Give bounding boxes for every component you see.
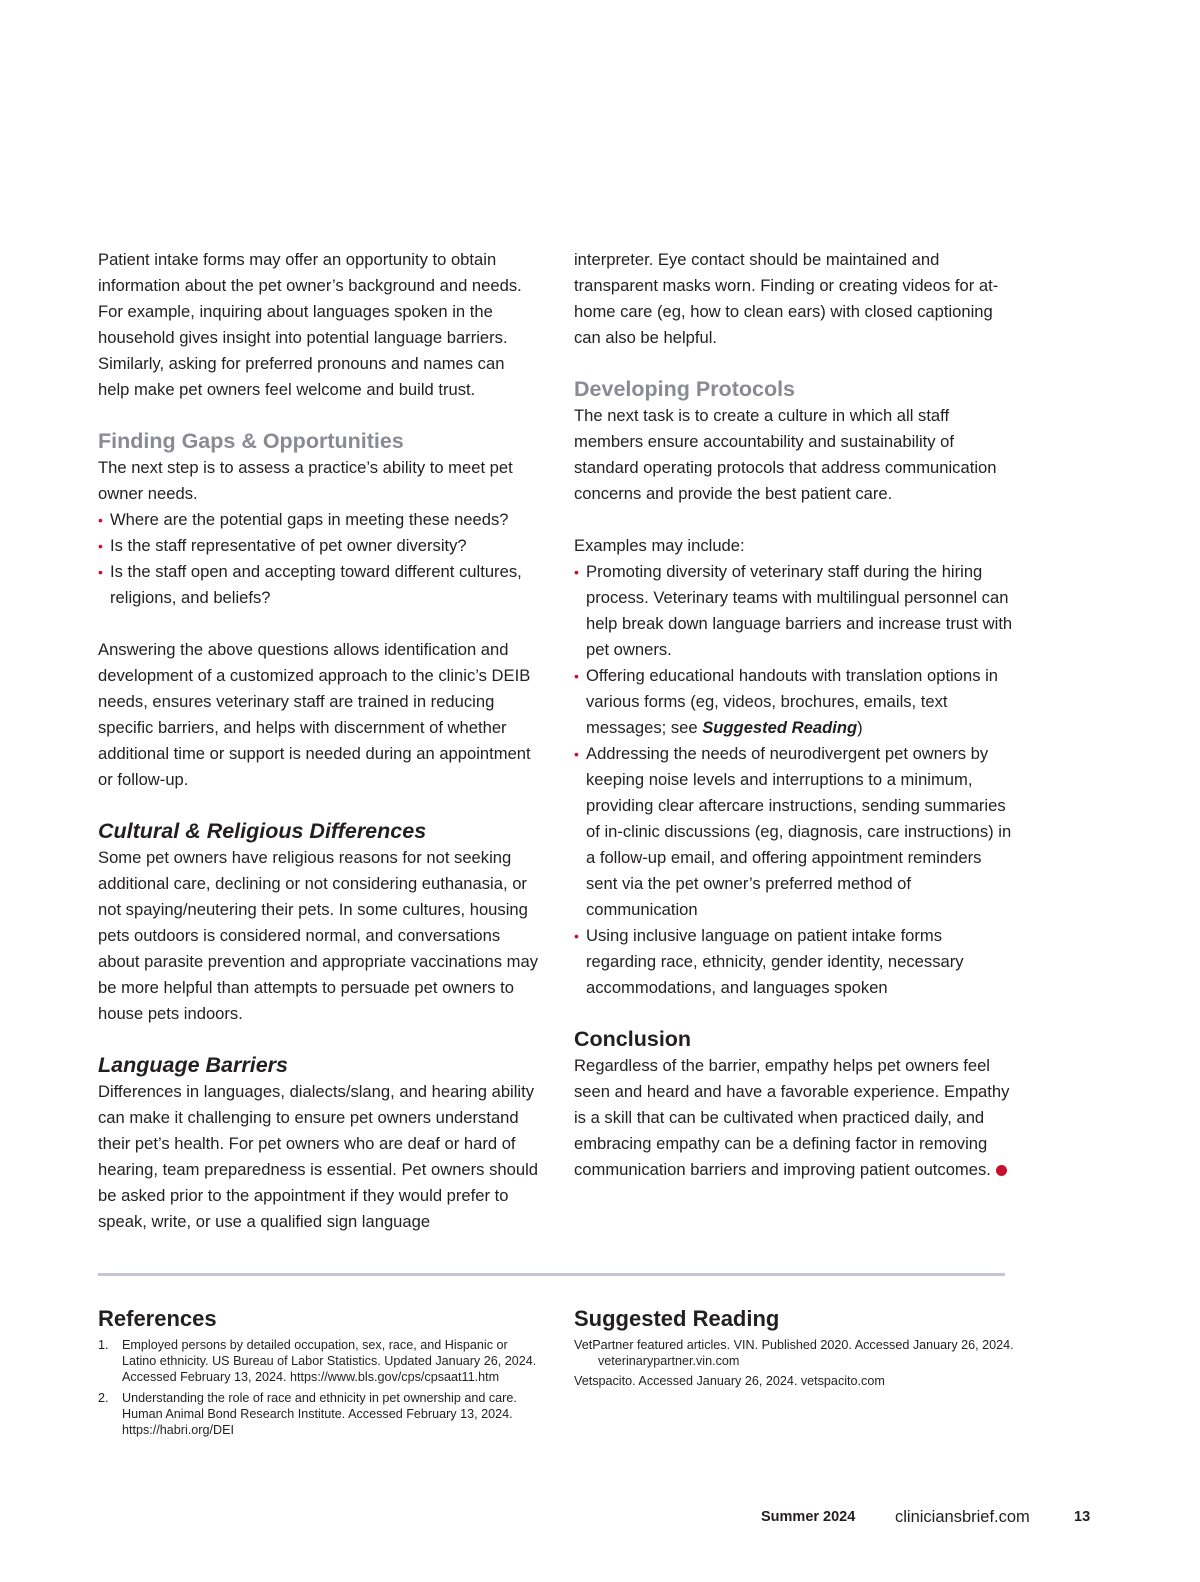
- conclusion-heading: Conclusion: [574, 1027, 692, 1051]
- bullet-icon: •: [574, 928, 579, 944]
- cultural-paragraph: Some pet owners have religious reasons for not seeking additional care, declining or not considering euthanasia, or not spaying/neutering their pets. In some cultures, housing pets outdoors is considered normal, and conversations about parasite prevention and appropriate vaccinations may be more helpful than attempts to persuade pet owners to house pets indoors.: [98, 848, 539, 1023]
- suggested-reading-reference: Suggested Reading: [702, 718, 858, 737]
- protocols-heading: Developing Protocols: [574, 377, 796, 401]
- references-list: [98, 1337, 538, 1438]
- reference-item: [98, 1390, 538, 1438]
- right-column: [574, 247, 1014, 1183]
- list-item: • Using inclusive language on patient intake forms regarding race, ethnicity, gender identity, necessary accommodations, and languages spoken: [574, 923, 1014, 1001]
- suggested-reading-item: Vetspacito. Accessed January 26, 2024. vetspacito.com: [574, 1374, 885, 1388]
- references-section: [98, 1305, 538, 1443]
- suggested-reading-list: [574, 1337, 1014, 1389]
- page-number: 13: [1074, 1509, 1091, 1525]
- cultural-heading: Cultural & Religious Differences: [98, 819, 427, 843]
- list-item: • Where are the potential gaps in meeting these needs?: [98, 507, 538, 533]
- bullet-icon: •: [98, 538, 103, 554]
- gaps-bullet-list: [98, 507, 538, 611]
- continued-paragraph: interpreter. Eye contact should be maintained and transparent masks worn. Finding or creating videos for at-home care (eg, how to clean ears) with closed captioning can also be helpful.: [574, 250, 999, 347]
- language-paragraph: Differences in languages, dialects/slang, and hearing ability can make it challenging to ensure pet owners understand their pet’s health. For pet owners who are deaf or hard of hearing, team preparedness is essential. Pet owners should be asked prior to the appointment if they would prefer to speak, write, or use a qualified sign language: [98, 1082, 538, 1231]
- bullet-icon: •: [574, 746, 579, 762]
- gaps-paragraph: The next step is to assess a practice’s ability to meet pet owner needs.: [98, 458, 513, 503]
- examples-bullet-list: [574, 559, 1014, 1001]
- list-item: • Promoting diversity of veterinary staff during the hiring process. Veterinary teams with multilingual personnel can help break down language barriers and increase trust with pet owners.: [574, 559, 1014, 663]
- examples-intro: Examples may include:: [574, 536, 745, 555]
- bullet-icon: •: [574, 668, 579, 684]
- suggested-reading-item: VetPartner featured articles. VIN. Published 2020. Accessed January 26, 2024. veterinarypartner.vin.com: [574, 1338, 1014, 1368]
- list-item: • Offering educational handouts with translation options in various forms (eg, videos, brochures, emails, text messages; see Suggested Reading): [574, 663, 1014, 741]
- section-divider: [98, 1273, 1005, 1276]
- left-column: [98, 247, 538, 1235]
- end-mark-icon: [996, 1165, 1007, 1176]
- list-item: • Is the staff open and accepting toward different cultures, religions, and beliefs?: [98, 559, 538, 611]
- suggested-reading-title: Suggested Reading: [574, 1306, 780, 1331]
- reference-item: [98, 1337, 538, 1385]
- bullet-icon: •: [98, 564, 103, 580]
- protocols-paragraph: The next task is to create a culture in which all staff members ensure accountability and sustainability of standard operating protocols that address communication concerns and provide the best patient care.: [574, 406, 997, 503]
- footer-site: cliniciansbrief.com: [895, 1508, 1030, 1526]
- reference-number: 1.: [98, 1338, 109, 1352]
- references-title: References: [98, 1306, 217, 1331]
- list-item: • Is the staff representative of pet owner diversity?: [98, 533, 538, 559]
- reference-text: Employed persons by detailed occupation, sex, race, and Hispanic or Latino ethnicity. US Bureau of Labor Statistics. Updated January 26, 2024. Accessed February 13, 2024. https://www.bls.gov/cps/cpsaat11.htm: [122, 1338, 537, 1384]
- list-item: • Addressing the needs of neurodivergent pet owners by keeping noise levels and interruptions to a minimum, providing clear aftercare instructions, sending summaries of in-clinic discussions (eg, diagnosis, care instructions) in a follow-up email, and offering appointment reminders sent via the pet owner’s preferred method of communication: [574, 741, 1014, 923]
- suggested-reading-section: [574, 1305, 1014, 1393]
- footer-issue: Summer 2024: [761, 1509, 856, 1525]
- reference-number: 2.: [98, 1391, 109, 1405]
- language-heading: Language Barriers: [98, 1053, 288, 1077]
- bullet-icon: •: [98, 512, 103, 528]
- gaps-followup-paragraph: Answering the above questions allows identification and development of a customized approach to the clinic’s DEIB needs, ensures veterinary staff are trained in reducing specific barriers, and helps with discernment of whether additional time or support is needed during an appointment or follow-up.: [98, 640, 531, 789]
- intro-paragraph: Patient intake forms may offer an opportunity to obtain information about the pet owner’s background and needs. For example, inquiring about languages spoken in the household gives insight into potential language barriers. Similarly, asking for preferred pronouns and names can help make pet owners feel welcome and build trust.: [98, 250, 522, 399]
- conclusion-paragraph: Regardless of the barrier, empathy helps pet owners feel seen and heard and have a favorable experience. Empathy is a skill that can be cultivated when practiced daily, and embracing empathy can be a defining factor in removing communication barriers and improving patient outcomes.: [574, 1056, 1010, 1179]
- bullet-icon: •: [574, 564, 579, 580]
- reference-text: Understanding the role of race and ethnicity in pet ownership and care. Human Animal Bond Research Institute. Accessed February 13, 2024. https://habri.org/DEI: [122, 1391, 517, 1437]
- gaps-heading: Finding Gaps & Opportunities: [98, 429, 404, 453]
